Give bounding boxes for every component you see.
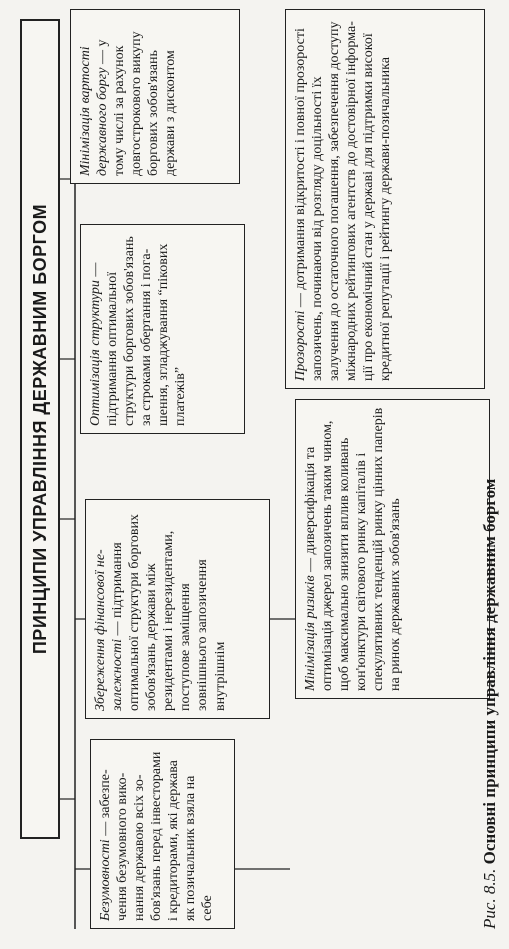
principle-lead: Оптимізація структури [88,280,103,426]
caption-text: Основні принципи управління державним боргом [480,478,499,869]
principle-lead: Безумовності [98,839,113,921]
principle-text: — підтримання оптимальної структури боргових зобов'язань за строками обертання і погашення, згладжування “пікових платежів” [88,236,189,426]
caption-prefix: Рис. 8.5. [480,868,499,929]
principle-box-risk-minimization [295,399,490,699]
principle-box-cost-minimization [70,9,240,184]
principle-box-transparency [285,9,485,389]
diagram-title [20,19,60,839]
principle-box-structure-optimization [80,224,245,434]
principle-text: — у тому числі за рахунок довгострокового викупу боргових зобов'язань держави з дисконтом [95,31,179,176]
principle-text: — підтримання оптимальної структури боргових зобов'язань держави між резидентами і нерезидентами, поступове заміщення зовнішнього запозичення внутрішнім [110,514,228,711]
principle-box-financial-independence [85,499,270,719]
principle-text: — дотримання відкритості і повної прозорості запозичень, починаючи від розгляду доцільності їх залучення до остаточного погашення, забезпечення доступу міжнародних рейтингових агентств до достовірної інформації про економічний стан у державі для підтримки високої кредитної репутації і рейтингу держави-позичальника [293,21,394,381]
principle-text: — диверсифікація та оптимізація джерел запозичень таким чином, щоб максимально знизити вплив коливань кон'юнктури світового ринку капіталів і спекулятивних тенденцій ринку цінних паперів на ринок державних зобов'язань [303,407,404,691]
diagram-title-text: ПРИНЦИПИ УПРАВЛІННЯ ДЕРЖАВНИМ БОРГОМ [29,203,50,655]
principle-lead: Прозорості [293,310,308,381]
principle-lead: Мінімізація ризиків [303,575,318,691]
figure-caption [480,29,500,929]
principle-box-unconditionality [90,739,235,929]
principle-lead: Збереження фінансової незалежності [93,549,126,711]
principle-text: — забезпечення безумовного виконання державою всіх зобов'язань перед інвесторами і кредиторами, які держава як позичальник взяла на себе [98,751,216,921]
principle-lead: Мінімізація вартості державного боргу [78,46,111,176]
